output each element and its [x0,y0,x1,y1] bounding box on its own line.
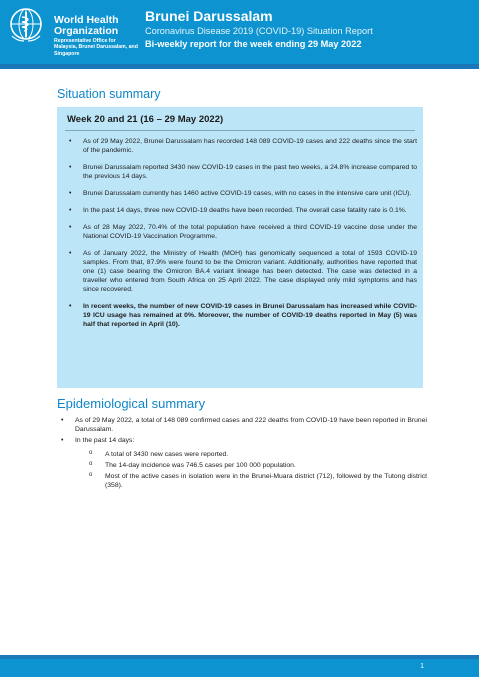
summary-bullet: • As of January 2022, the Ministry of Health (MOH) has genomically sequenced a total of 1593 COVID-19 samples. From that, 87.9% were found to be the Omicron variant. Additionally, authorities have reported that one (1) case bearing the Omicron BA.4 variant lineage has been detected. The case was detected in a traveller who entered from South Africa on 25 April 2022. The case displayed only mild symptoms and has since recovered. [65,249,417,294]
summary-bullet: • As of 28 May 2022, 70.4% of the total population have received a third COVID-19 vaccine dose under the National COVID-19 Vaccination Programme. [65,223,417,241]
summary-box-title: Week 20 and 21 (16 – 29 May 2022) [67,114,224,125]
epi-sub-bullet: o A total of 3430 new cases were reported. [85,450,427,459]
report-title: Coronavirus Disease 2019 (COVID-19) Situation Report [145,26,373,36]
title-block [145,8,373,50]
office-name: Representative Office for Malaysia, Brunei Darussalam, and Singapore [54,38,138,57]
epidemiological-summary-heading: Epidemiological summary [57,396,206,411]
situation-summary-box [57,107,423,388]
header-stripe [0,64,479,69]
country-title: Brunei Darussalam [145,8,273,24]
epi-bullet-text: In the past 14 days: [75,437,135,444]
epi-bullet [57,436,427,490]
epi-bullet-text: As of 29 May 2022, a total of 148 089 confirmed cases and 222 deaths from COVID-19 have been reported in Brunei Darussalam. [75,417,427,433]
page-number: 1 [420,663,424,670]
org-name [54,15,119,36]
report-footer [0,659,479,677]
summary-bullet: • Brunei Darussalam reported 3430 new COVID-19 cases in the past two weeks, a 24.8% increase compared to the previous 14 days. [65,163,417,181]
report-period: Bi-weekly report for the week ending 29 May 2022 [145,39,362,49]
epi-bullet [57,416,427,434]
summary-bullet: • In the past 14 days, three new COVID-19 deaths have been recorded. The overall case fatality rate is 0.1%. [65,206,417,215]
org-name-line1: World Health [54,14,119,26]
epidemiological-bullet-list [57,416,427,492]
report-header [0,0,479,64]
who-logo [8,6,138,60]
epi-sub-bullet: o Most of the active cases in isolation were in the Brunei-Muara district (712), followed by the Tutong district (358). [85,472,427,490]
summary-bullet: • As of 29 May 2022, Brunei Darussalam has recorded 148 089 COVID-19 cases and 222 deaths since the start of the pandemic. [65,137,417,155]
epi-sub-bullet-list [85,450,427,490]
who-emblem-icon [8,6,44,42]
org-name-line2: Organization [54,24,119,37]
summary-bullet-highlight: • In recent weeks, the number of new COVID-19 cases in Brunei Darussalam has increased while COVID-19 ICU usage has remained at 0%. Moreover, the number of COVID-19 deaths reported in May (5) was half that reported in April (10). [65,302,417,329]
summary-bullet-list [65,137,417,337]
epi-sub-bullet: o The 14-day incidence was 746.5 cases per 100 000 population. [85,461,427,470]
divider [65,130,415,131]
summary-bullet: • Brunei Darussalam currently has 1460 active COVID-19 cases, with no cases in the intensive care unit (ICU). [65,189,417,198]
situation-summary-heading: Situation summary [57,87,161,101]
